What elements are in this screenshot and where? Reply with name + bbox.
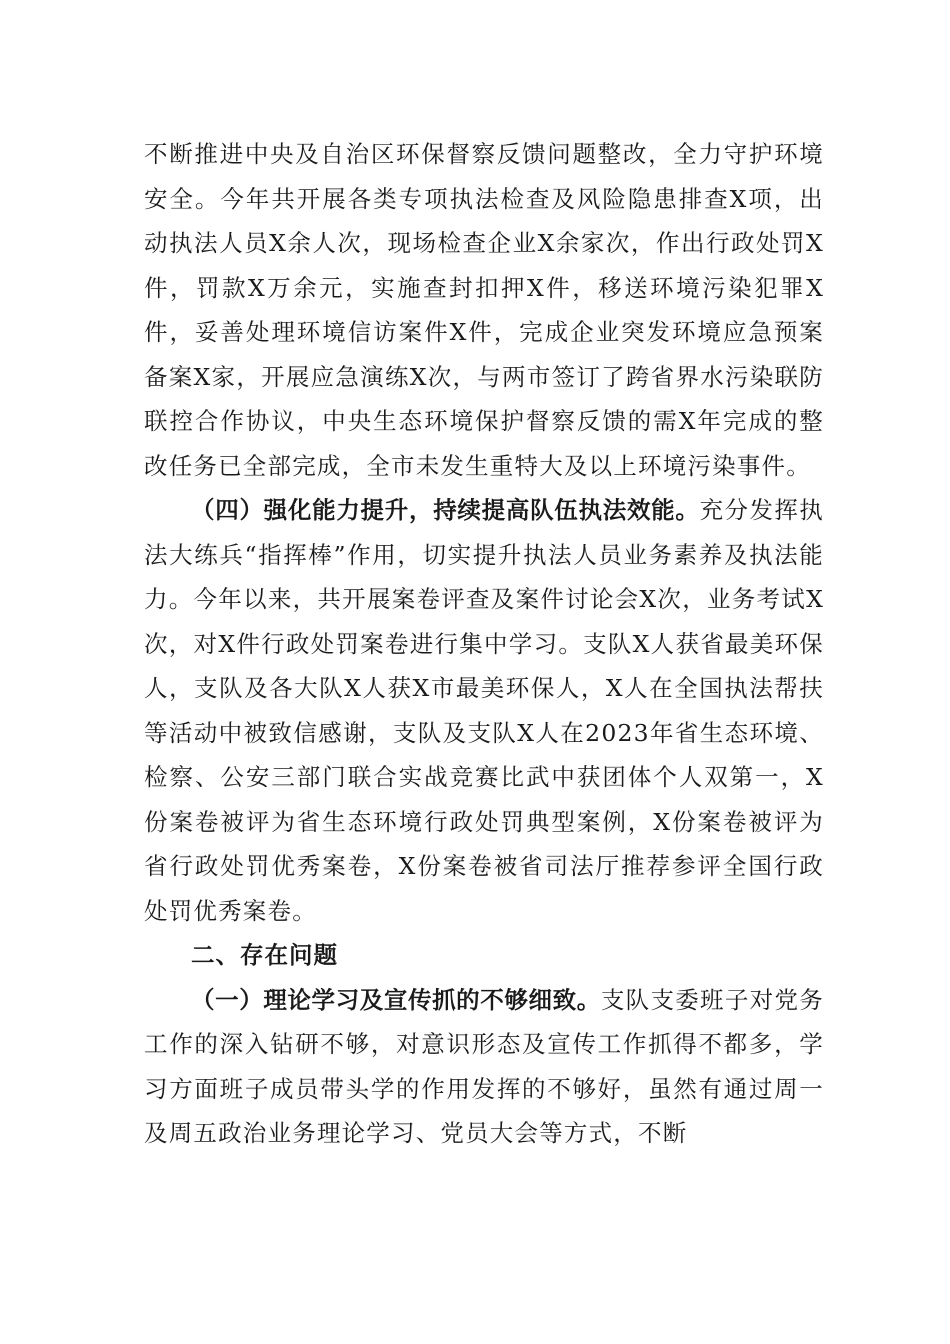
paragraph-continuation: 不断推进中央及自治区环保督察反馈问题整改，全力守护环境安全。今年共开展各类专项执法检查及风险隐患排查X项，出动执法人员X余人次，现场检查企业X余家次，作出行政处罚X件，罚款X万余元，实施查封扣押X件，移送环境污染犯罪X件，妥善处理环境信访案件X件，完成企业突发环境应急预案备案X家，开展应急演练X次，与两市签订了跨省界水污染联防联控合作协议，中央生态环境保护督察反馈的需X年完成的整改任务已全部完成，全市未发生重特大及以上环境污染事件。 xyxy=(144,140,824,480)
problem-one-body: 支队支委班子对党务工作的深入钻研不够，对意识形态及宣传工作抓得不都多，学习方面班子成员带头学的作用发挥的不够好，虽然有通过周一及周五政治业务理论学习、党员大会等方式，不断 xyxy=(144,985,824,1147)
section-four-lead: （四）强化能力提升，持续提高队伍执法效能。 xyxy=(191,496,700,524)
problem-one-lead: （一）理论学习及宣传抓的不够细致。 xyxy=(191,985,601,1014)
paragraph-section-four xyxy=(144,488,824,933)
section-four-body: 充分发挥执法大练兵“指挥棒”作用，切实提升执法人员业务素养及执法能力。今年以来，共开展案卷评查及案件讨论会X次，业务考试X次，对X件行政处罚案卷进行集中学习。支队X人获省最美环保人，支队及各大队X人获X市最美环保人，X人在全国执法帮扶等活动中被致信感谢，支队及支队X人在2023年省生态环境、检察、公安三部门联合实战竞赛比武中获团体个人双第一，X份案卷被评为省生态环境行政处罚典型案例，X份案卷被评为省行政处罚优秀案卷，X份案卷被省司法厅推荐参评全国行政处罚优秀案卷。 xyxy=(144,496,825,925)
heading-existing-problems: 二、存在问题 xyxy=(191,941,338,969)
paragraph-problem-one xyxy=(144,978,824,1156)
document-body xyxy=(144,132,824,1156)
